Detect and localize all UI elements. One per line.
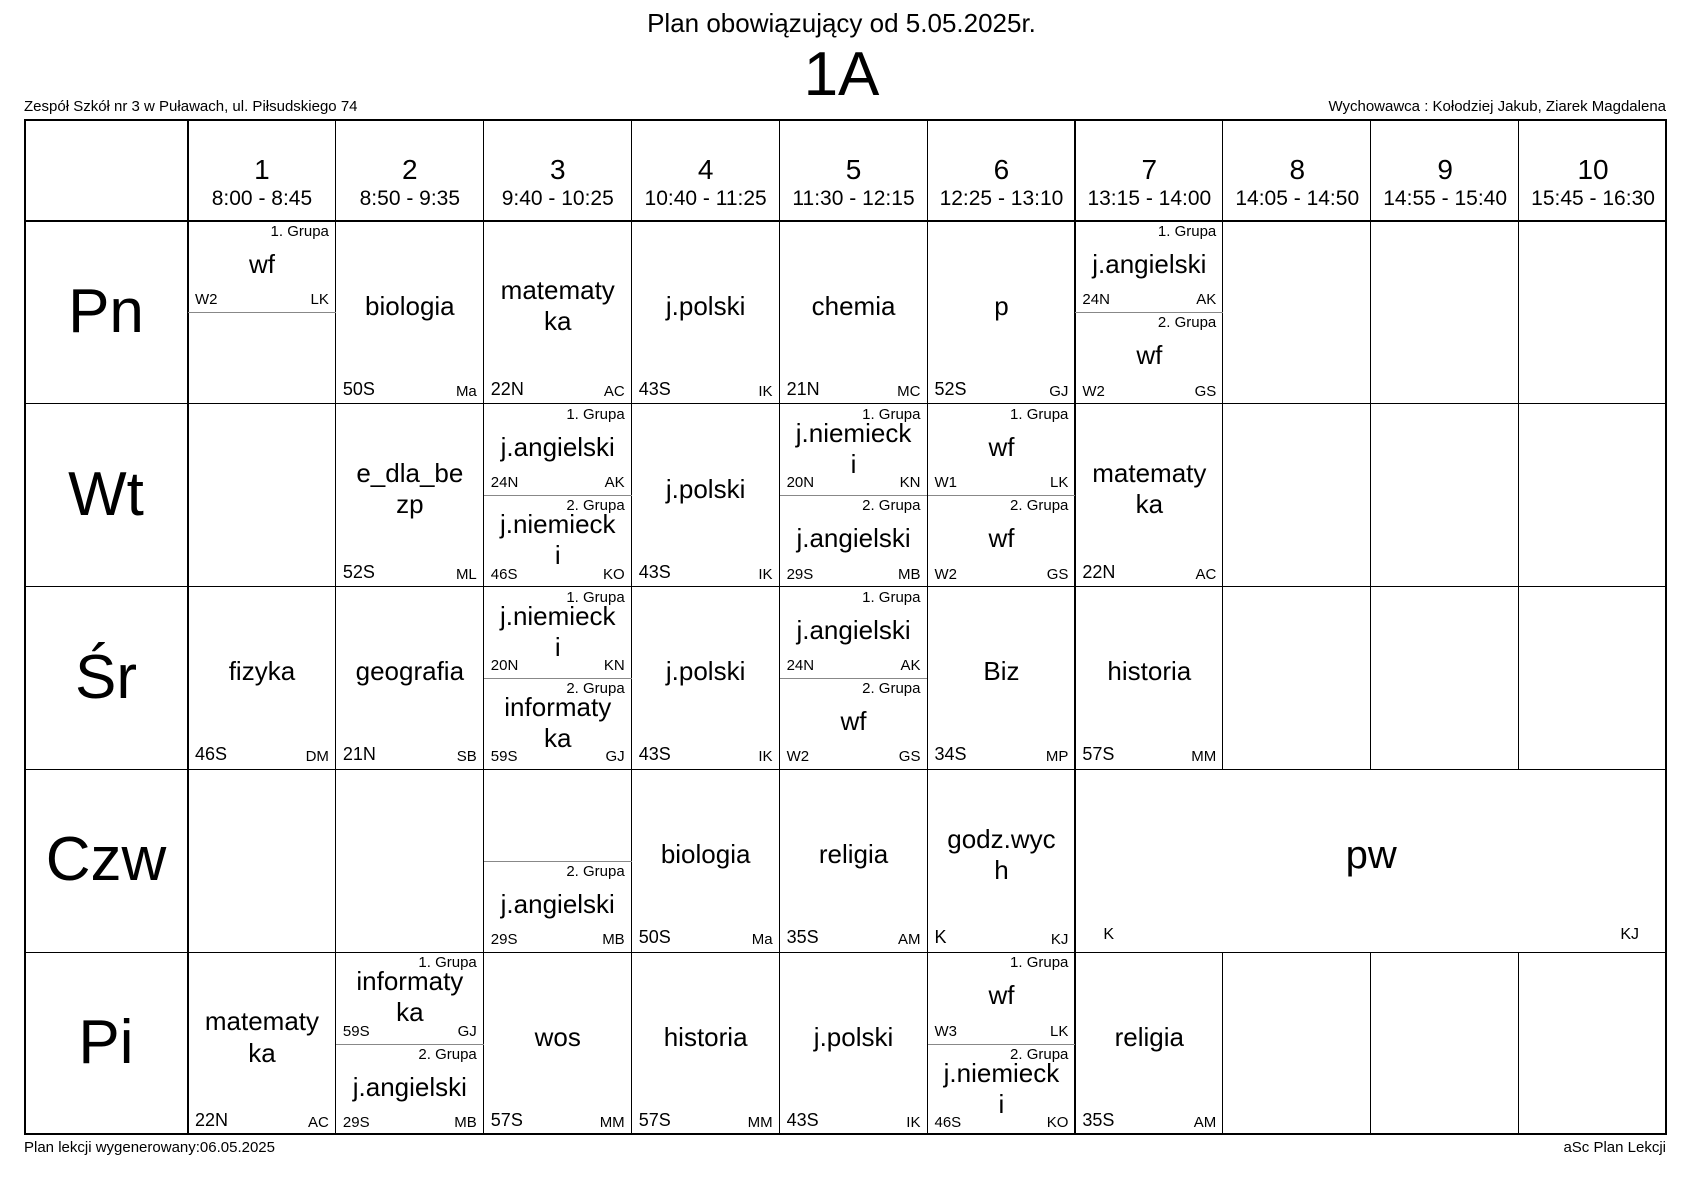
lesson-cell bbox=[928, 495, 1076, 586]
period-number: 5 bbox=[845, 154, 862, 185]
teacher-initials: AK bbox=[1196, 291, 1217, 309]
grid-line bbox=[1518, 587, 1519, 770]
grid-line bbox=[1370, 952, 1371, 1135]
day-label: Pi bbox=[78, 1008, 134, 1078]
room-number: W2 bbox=[786, 748, 810, 766]
teacher-initials: IK bbox=[906, 1113, 921, 1131]
period-number: 9 bbox=[1437, 154, 1453, 185]
subject-name: historia bbox=[663, 1021, 748, 1052]
room-number: 52S bbox=[934, 378, 967, 399]
subject-name: wf bbox=[840, 706, 867, 737]
teacher-initials: IK bbox=[758, 382, 773, 400]
teacher-initials: LK bbox=[310, 291, 329, 309]
period-header bbox=[1223, 119, 1371, 221]
room-number: 22N bbox=[1082, 561, 1116, 582]
subject-name: wf bbox=[1136, 340, 1163, 371]
lesson-cell bbox=[928, 221, 1076, 404]
subject-name: matematy ka bbox=[1092, 457, 1207, 520]
lesson-cell bbox=[188, 221, 336, 312]
room-number: 43S bbox=[638, 561, 671, 582]
lesson-cell bbox=[928, 587, 1076, 770]
room-number: 57S bbox=[490, 1109, 523, 1130]
lesson-cell bbox=[1075, 587, 1223, 770]
subject-name: fizyka bbox=[228, 656, 296, 687]
grid-line bbox=[1518, 404, 1519, 587]
day-label: Pn bbox=[68, 277, 144, 346]
period-number: 4 bbox=[697, 154, 714, 185]
room-number: 43S bbox=[786, 1109, 819, 1130]
group-label: 2. Grupa bbox=[566, 862, 625, 880]
grid-line bbox=[1370, 587, 1371, 770]
group-label: 2. Grupa bbox=[566, 680, 625, 697]
lesson-cell bbox=[1075, 952, 1223, 1135]
room-number: 50S bbox=[342, 378, 375, 399]
grid-line bbox=[335, 769, 336, 952]
teacher-initials: GJ bbox=[605, 748, 625, 766]
group-label: 2. Grupa bbox=[1010, 1045, 1069, 1063]
group-label: 2. Grupa bbox=[418, 1045, 477, 1063]
room-number: 59S bbox=[490, 748, 518, 766]
teacher-initials: GS bbox=[1194, 382, 1217, 400]
subject-name: wos bbox=[534, 1021, 581, 1052]
lesson-cell bbox=[484, 587, 632, 678]
group-label: 1. Grupa bbox=[1157, 223, 1217, 240]
room-number: 29S bbox=[342, 1113, 370, 1131]
subject-name: p bbox=[994, 290, 1009, 321]
teacher-initials: GS bbox=[1046, 565, 1069, 583]
period-time: 14:05 - 14:50 bbox=[1235, 187, 1360, 210]
teacher-initials: GS bbox=[898, 748, 921, 766]
group-label: 1. Grupa bbox=[1010, 954, 1069, 972]
teacher-initials: KJ bbox=[1620, 926, 1639, 944]
class-name: 1A bbox=[803, 40, 880, 109]
subject-name: Biz bbox=[983, 656, 1020, 687]
teacher-initials: DM bbox=[305, 748, 329, 766]
period-number: 8 bbox=[1289, 154, 1306, 185]
lesson-cell bbox=[188, 587, 336, 770]
teacher-initials: MM bbox=[747, 1113, 773, 1131]
room-number: 57S bbox=[1082, 744, 1115, 765]
teacher-initials: AC bbox=[1195, 565, 1217, 583]
period-time: 14:55 - 15:40 bbox=[1383, 187, 1508, 210]
teacher-initials: KN bbox=[899, 474, 921, 492]
period-time: 10:40 - 11:25 bbox=[644, 187, 767, 210]
period-number: 7 bbox=[1141, 154, 1158, 185]
group-label: 2. Grupa bbox=[862, 497, 921, 515]
period-header bbox=[336, 119, 484, 221]
subject-name: wf bbox=[248, 249, 275, 280]
lesson-cell bbox=[336, 221, 484, 404]
room-number: 59S bbox=[342, 1022, 370, 1040]
room-number: 43S bbox=[638, 744, 671, 765]
group-label: 1. Grupa bbox=[270, 223, 329, 240]
room-number: 24N bbox=[1082, 291, 1110, 309]
lesson-cell bbox=[1075, 404, 1223, 587]
teacher-initials: AC bbox=[308, 1113, 329, 1131]
subject-name: godz.wyc h bbox=[947, 823, 1056, 885]
room-number: 46S bbox=[490, 565, 518, 583]
school-name: Zespół Szkół nr 3 w Puławach, ul. Piłsudskiego 74 bbox=[24, 98, 358, 115]
group-label: 1. Grupa bbox=[862, 405, 921, 423]
teacher-initials: KO bbox=[603, 565, 625, 583]
group-label: 1. Grupa bbox=[566, 405, 625, 423]
teacher-initials: ML bbox=[455, 565, 477, 583]
lesson-cell bbox=[632, 769, 780, 952]
room-number: W1 bbox=[934, 474, 957, 492]
period-number: 3 bbox=[549, 154, 566, 185]
teacher-initials: KJ bbox=[1050, 931, 1069, 949]
teacher-initials: Ma bbox=[751, 931, 773, 949]
teacher-initials: AM bbox=[897, 931, 921, 949]
subject-name: matematy ka bbox=[204, 1006, 320, 1068]
subject-name: j.polski bbox=[665, 473, 746, 504]
lesson-cell bbox=[1075, 312, 1223, 403]
lesson-cell bbox=[484, 678, 632, 769]
teacher-initials: LK bbox=[1050, 1022, 1069, 1040]
subject-name: j.polski bbox=[665, 290, 746, 321]
lesson-cell bbox=[188, 312, 336, 403]
grid-line bbox=[1518, 952, 1519, 1135]
period-time: 13:15 - 14:00 bbox=[1087, 187, 1212, 210]
period-header bbox=[1075, 119, 1223, 221]
room-number: W2 bbox=[195, 291, 218, 309]
period-time: 15:45 - 16:30 bbox=[1531, 187, 1655, 210]
lesson-cell bbox=[780, 587, 928, 678]
grid-line bbox=[1518, 221, 1519, 404]
period-header bbox=[780, 119, 928, 221]
room-number: 46S bbox=[934, 1113, 962, 1131]
period-number: 2 bbox=[402, 154, 418, 185]
subject-name: biologia bbox=[365, 290, 455, 321]
teacher-initials: LK bbox=[1050, 474, 1069, 492]
lesson-cell bbox=[632, 404, 780, 587]
room-number: 34S bbox=[934, 744, 967, 765]
teacher-initials: AK bbox=[900, 656, 921, 674]
room-number: 57S bbox=[638, 1109, 671, 1130]
room-number: 29S bbox=[786, 565, 814, 583]
subject-name: e_dla_be zp bbox=[356, 457, 464, 520]
teacher-initials: KO bbox=[1046, 1113, 1069, 1131]
subject-name: j.niemieck i bbox=[943, 1057, 1060, 1119]
lesson-cell bbox=[780, 952, 928, 1135]
subject-name: geografia bbox=[355, 656, 465, 687]
lesson-cell bbox=[928, 952, 1076, 1043]
subject-name: informaty ka bbox=[356, 966, 464, 1028]
period-time: 9:40 - 10:25 bbox=[501, 187, 614, 210]
teacher-initials: GJ bbox=[457, 1022, 477, 1040]
room-number: 22N bbox=[195, 1109, 229, 1130]
period-time: 8:50 - 9:35 bbox=[359, 187, 461, 210]
room-number: 43S bbox=[638, 378, 671, 399]
lesson-cell bbox=[632, 587, 780, 770]
teacher-initials: KN bbox=[603, 656, 625, 674]
room-number: 20N bbox=[786, 474, 815, 492]
lesson-cell bbox=[928, 1044, 1076, 1135]
teacher-initials: AC bbox=[603, 382, 625, 400]
period-time: 8:00 - 8:45 bbox=[211, 187, 313, 210]
subject-name: historia bbox=[1107, 656, 1192, 687]
group-label: 1. Grupa bbox=[1010, 405, 1069, 423]
room-number: 46S bbox=[195, 744, 228, 765]
group-label: 2. Grupa bbox=[1157, 314, 1217, 332]
subject-name: j.angielski bbox=[796, 523, 911, 554]
period-header bbox=[1371, 119, 1519, 221]
room-number: W2 bbox=[934, 565, 957, 583]
lesson-cell bbox=[336, 404, 484, 587]
day-label: Śr bbox=[75, 642, 137, 712]
teacher-initials: GJ bbox=[1049, 382, 1069, 400]
lesson-cell bbox=[484, 861, 632, 952]
room-number: W2 bbox=[1082, 382, 1105, 400]
period-number: 1 bbox=[254, 154, 270, 185]
subject-name: pw bbox=[1345, 832, 1397, 877]
subject-name: wf bbox=[988, 431, 1015, 462]
subject-name: religia bbox=[1114, 1021, 1185, 1052]
group-label: 1. Grupa bbox=[862, 588, 921, 606]
room-number: K bbox=[934, 927, 947, 948]
lesson-cell bbox=[780, 678, 928, 769]
period-header bbox=[484, 119, 632, 221]
period-header bbox=[1519, 119, 1667, 221]
subject-name: j.angielski bbox=[1092, 249, 1207, 280]
lesson-cell bbox=[484, 404, 632, 495]
lesson-cell bbox=[1075, 221, 1223, 312]
period-header bbox=[188, 119, 336, 221]
room-number: 52S bbox=[342, 561, 375, 582]
room-number: 35S bbox=[1082, 1109, 1115, 1130]
room-number: K bbox=[1103, 926, 1115, 944]
teacher-initials: IK bbox=[758, 748, 773, 766]
teacher-initials: MB bbox=[454, 1113, 477, 1131]
room-number: 20N bbox=[490, 656, 519, 674]
grid-line bbox=[1665, 119, 1667, 1135]
subject-name: matematy ka bbox=[500, 275, 615, 337]
teacher-initials: MM bbox=[599, 1113, 625, 1131]
teacher-initials: MP bbox=[1045, 748, 1069, 766]
subject-name: wf bbox=[988, 980, 1015, 1011]
room-number: 29S bbox=[490, 931, 518, 949]
lesson-cell bbox=[188, 952, 336, 1135]
teacher-initials: MC bbox=[897, 382, 921, 400]
subject-name: j.niemieck i bbox=[499, 509, 616, 571]
period-number: 10 bbox=[1577, 154, 1609, 185]
subject-name: j.polski bbox=[813, 1021, 894, 1052]
subject-name: j.angielski bbox=[500, 431, 615, 462]
lesson-cell bbox=[484, 221, 632, 404]
grid-line bbox=[1370, 221, 1371, 404]
teacher-initials: SB bbox=[456, 748, 477, 766]
room-number: W3 bbox=[934, 1022, 957, 1040]
lesson-cell bbox=[336, 952, 484, 1043]
group-label: 2. Grupa bbox=[862, 680, 921, 697]
teacher-initials: AK bbox=[604, 474, 625, 492]
subject-name: religia bbox=[818, 839, 889, 870]
period-number: 6 bbox=[993, 154, 1010, 185]
subject-name: j.polski bbox=[665, 656, 746, 687]
room-number: 21N bbox=[342, 744, 376, 765]
plan-title: Plan obowiązujący od 5.05.2025r. bbox=[647, 8, 1036, 38]
teacher-initials: MB bbox=[602, 931, 625, 949]
teacher-initials: IK bbox=[758, 565, 773, 583]
subject-name: j.angielski bbox=[352, 1071, 467, 1102]
generated-date: Plan lekcji wygenerowany:06.05.2025 bbox=[24, 1139, 275, 1156]
room-number: 24N bbox=[786, 656, 815, 674]
lesson-cell bbox=[632, 952, 780, 1135]
room-number: 21N bbox=[786, 378, 820, 399]
subject-name: informaty ka bbox=[504, 692, 612, 754]
teacher-initials: MB bbox=[897, 565, 921, 583]
group-label: 2. Grupa bbox=[566, 497, 625, 515]
lesson-cell bbox=[780, 221, 928, 404]
lesson-cell bbox=[780, 769, 928, 952]
subject-name: j.angielski bbox=[796, 614, 911, 645]
class-tutor: Wychowawca : Kołodziej Jakub, Ziarek Magdalena bbox=[1328, 98, 1666, 115]
subject-name: biologia bbox=[660, 839, 751, 870]
lesson-cell bbox=[632, 221, 780, 404]
lesson-cell bbox=[336, 587, 484, 770]
lesson-cell bbox=[780, 404, 928, 495]
grid-line bbox=[1370, 404, 1371, 587]
lesson-cell bbox=[928, 404, 1076, 495]
timetable-grid bbox=[24, 119, 1667, 1135]
lesson-cell bbox=[336, 1044, 484, 1135]
period-time: 11:30 - 12:15 bbox=[792, 187, 915, 210]
subject-name: j.niemieck i bbox=[499, 600, 616, 662]
subject-name: wf bbox=[988, 523, 1015, 554]
teacher-initials: Ma bbox=[455, 382, 477, 400]
room-number: 35S bbox=[786, 927, 819, 948]
lesson-cell bbox=[780, 495, 928, 586]
subject-name: j.angielski bbox=[500, 888, 615, 919]
period-time: 12:25 - 13:10 bbox=[939, 187, 1064, 210]
group-label: 1. Grupa bbox=[566, 588, 625, 606]
day-label: Czw bbox=[45, 825, 167, 895]
teacher-initials: MM bbox=[1191, 748, 1217, 766]
subject-name: chemia bbox=[811, 290, 896, 321]
lesson-cell bbox=[1075, 769, 1667, 952]
group-label: 1. Grupa bbox=[418, 954, 477, 972]
period-header bbox=[632, 119, 780, 221]
room-number: 50S bbox=[638, 927, 671, 948]
room-number: 24N bbox=[490, 474, 519, 492]
room-number: 22N bbox=[490, 378, 524, 399]
lesson-cell bbox=[928, 769, 1076, 952]
teacher-initials: AM bbox=[1193, 1113, 1217, 1131]
subject-name: j.niemieck i bbox=[795, 417, 912, 479]
group-label: 2. Grupa bbox=[1010, 497, 1069, 515]
day-label: Wt bbox=[68, 459, 144, 529]
period-header bbox=[928, 119, 1076, 221]
lesson-cell bbox=[484, 952, 632, 1135]
lesson-cell bbox=[484, 495, 632, 586]
software-name: aSc Plan Lekcji bbox=[1563, 1139, 1666, 1156]
